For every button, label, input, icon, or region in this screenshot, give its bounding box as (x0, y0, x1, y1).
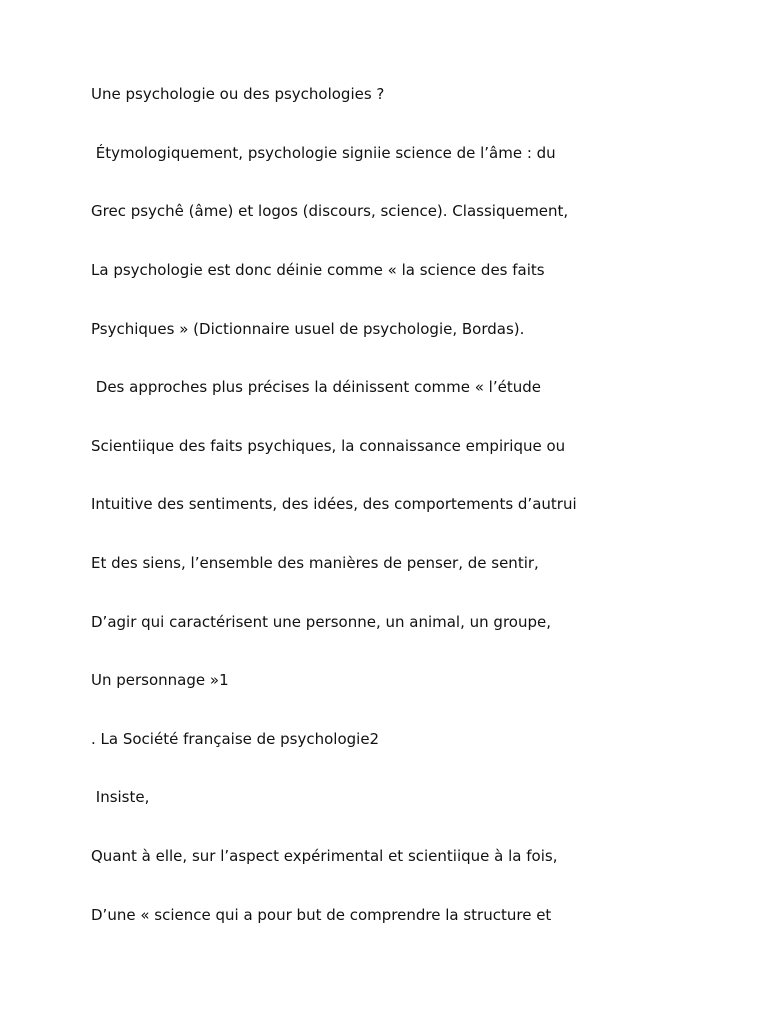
text-line: Grec psychê (âme) et logos (discours, science). Classiquement, (91, 202, 569, 220)
text-line: Insiste, (91, 788, 150, 806)
text-line: Un personnage »1 (91, 671, 229, 689)
text-line: Intuitive des sentiments, des idées, des comportements d’autrui (91, 495, 577, 513)
text-line: Des approches plus précises la déinissent comme « l’étude (91, 378, 541, 396)
document-heading: Une psychologie ou des psychologies ? (91, 85, 385, 103)
text-line: D’une « science qui a pour but de comprendre la structure et (91, 906, 552, 924)
text-line: Et des siens, l’ensemble des manières de penser, de sentir, (91, 554, 539, 572)
text-line: Psychiques » (Dictionnaire usuel de psychologie, Bordas). (91, 320, 525, 338)
text-line: D’agir qui caractérisent une personne, un animal, un groupe, (91, 613, 551, 631)
text-line: Étymologiquement, psychologie signiie science de l’âme : du (91, 144, 556, 162)
text-line: Scientiique des faits psychiques, la connaissance empirique ou (91, 437, 566, 455)
text-line: Quant à elle, sur l’aspect expérimental et scientiique à la fois, (91, 847, 558, 865)
text-line: La psychologie est donc déinie comme « la science des faits (91, 261, 545, 279)
text-line: . La Société française de psychologie2 (91, 730, 380, 748)
